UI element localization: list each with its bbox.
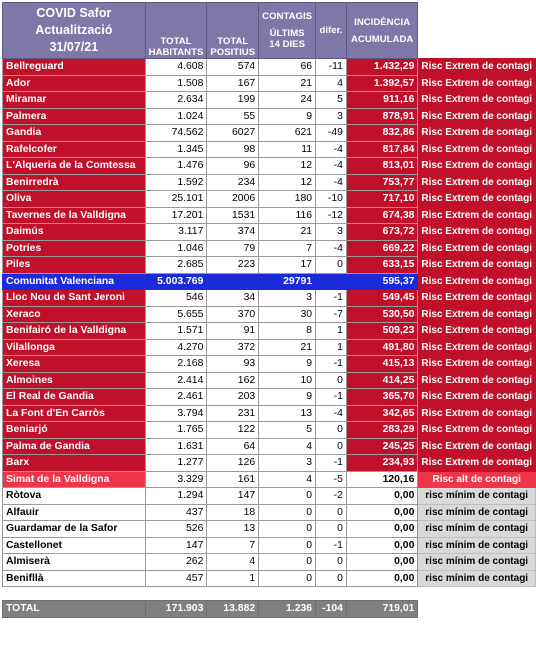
municipality-name: Oliva xyxy=(3,191,146,208)
difer-cell: 0 xyxy=(316,554,347,571)
incidencia-cell: 878,91 xyxy=(346,108,417,125)
municipality-name: Ròtova xyxy=(3,488,146,505)
incidencia-cell: 669,22 xyxy=(346,240,417,257)
habitants-cell: 262 xyxy=(145,554,207,571)
incidence-table xyxy=(2,2,536,618)
difer-cell: -4 xyxy=(316,405,347,422)
municipality-name: Simat de la Valldigna xyxy=(3,471,146,488)
municipality-name: Palma de Gandia xyxy=(3,438,146,455)
risk-badge: risc mínim de contagi xyxy=(418,488,536,505)
table-row xyxy=(3,306,536,323)
positius-cell: 374 xyxy=(207,224,259,241)
risk-badge: Risc Extrem de contagi xyxy=(418,306,536,323)
difer-cell: -2 xyxy=(316,488,347,505)
contagis-cell: 7 xyxy=(259,240,316,257)
header-habitants-line1: TOTAL xyxy=(160,36,192,47)
positius-cell: 4 xyxy=(207,554,259,571)
incidencia-cell: 283,29 xyxy=(346,422,417,439)
difer-cell: 4 xyxy=(316,75,347,92)
contagis-cell: 12 xyxy=(259,158,316,175)
contagis-cell: 9 xyxy=(259,389,316,406)
municipality-name: Comunitat Valenciana xyxy=(3,273,146,290)
municipality-name: Castellonet xyxy=(3,537,146,554)
municipality-name: Tavernes de la Valldigna xyxy=(3,207,146,224)
incidencia-cell: 234,93 xyxy=(346,455,417,472)
total-label: TOTAL xyxy=(3,601,146,618)
positius-cell: 574 xyxy=(207,59,259,76)
habitants-cell: 1.631 xyxy=(145,438,207,455)
contagis-cell: 29791 xyxy=(259,273,316,290)
habitants-cell: 1.024 xyxy=(145,108,207,125)
municipality-name: Miramar xyxy=(3,92,146,109)
difer-cell: -1 xyxy=(316,290,347,307)
title-line-2: Actualització xyxy=(35,23,113,37)
municipality-name: Alfauir xyxy=(3,504,146,521)
incidencia-cell: 717,10 xyxy=(346,191,417,208)
difer-cell: -1 xyxy=(316,389,347,406)
table-row xyxy=(3,455,536,472)
positius-cell: 7 xyxy=(207,537,259,554)
header-habitants xyxy=(145,3,207,59)
risk-badge: Risc Extrem de contagi xyxy=(418,125,536,142)
table-row xyxy=(3,108,536,125)
spacer-row xyxy=(3,587,536,601)
difer-cell: -10 xyxy=(316,191,347,208)
positius-cell: 234 xyxy=(207,174,259,191)
table-row xyxy=(3,537,536,554)
risk-badge: risc mínim de contagi xyxy=(418,554,536,571)
risk-badge: Risc Extrem de contagi xyxy=(418,257,536,274)
difer-cell: -11 xyxy=(316,59,347,76)
table-row xyxy=(3,488,536,505)
contagis-cell: 9 xyxy=(259,356,316,373)
positius-cell: 34 xyxy=(207,290,259,307)
incidencia-cell: 120,16 xyxy=(346,471,417,488)
table-row xyxy=(3,504,536,521)
contagis-cell: 30 xyxy=(259,306,316,323)
table-row xyxy=(3,273,536,290)
municipality-name: Beniarjó xyxy=(3,422,146,439)
spacer-cell xyxy=(259,587,316,601)
municipality-name: Benifairó de la Valldigna xyxy=(3,323,146,340)
table-row xyxy=(3,554,536,571)
habitants-cell: 2.685 xyxy=(145,257,207,274)
table-row xyxy=(3,158,536,175)
municipality-name: Almoines xyxy=(3,372,146,389)
difer-cell: -1 xyxy=(316,455,347,472)
contagis-cell: 3 xyxy=(259,290,316,307)
municipality-name: Bellreguard xyxy=(3,59,146,76)
header-positius xyxy=(207,3,259,59)
municipality-name: Gandia xyxy=(3,125,146,142)
habitants-cell: 546 xyxy=(145,290,207,307)
contagis-cell: 13 xyxy=(259,405,316,422)
habitants-cell: 1.345 xyxy=(145,141,207,158)
table-row xyxy=(3,75,536,92)
municipality-name: El Real de Gandia xyxy=(3,389,146,406)
positius-cell: 18 xyxy=(207,504,259,521)
report-title xyxy=(3,3,146,59)
difer-cell: -5 xyxy=(316,471,347,488)
contagis-cell: 11 xyxy=(259,141,316,158)
positius-cell: 231 xyxy=(207,405,259,422)
spacer-cell xyxy=(418,587,536,601)
contagis-cell: 4 xyxy=(259,438,316,455)
habitants-cell: 1.571 xyxy=(145,323,207,340)
difer-cell: -4 xyxy=(316,158,347,175)
risk-badge: Risc alt de contagi xyxy=(418,471,536,488)
header-blank xyxy=(418,3,536,59)
incidencia-cell: 509,23 xyxy=(346,323,417,340)
positius-cell: 1 xyxy=(207,570,259,587)
difer-cell: 0 xyxy=(316,422,347,439)
positius-cell: 372 xyxy=(207,339,259,356)
difer-cell: 0 xyxy=(316,504,347,521)
spacer-cell xyxy=(3,587,146,601)
risk-badge: Risc Extrem de contagi xyxy=(418,158,536,175)
positius-cell: 199 xyxy=(207,92,259,109)
table-row xyxy=(3,207,536,224)
contagis-cell: 5 xyxy=(259,422,316,439)
table-row xyxy=(3,570,536,587)
difer-cell: 5 xyxy=(316,92,347,109)
risk-badge: risc mínim de contagi xyxy=(418,537,536,554)
risk-badge: Risc Extrem de contagi xyxy=(418,290,536,307)
habitants-cell: 437 xyxy=(145,504,207,521)
incidencia-cell: 674,38 xyxy=(346,207,417,224)
total-incidencia: 719,01 xyxy=(346,601,417,618)
municipality-name: Lloc Nou de Sant Jeroni xyxy=(3,290,146,307)
habitants-cell: 147 xyxy=(145,537,207,554)
incidencia-cell: 245,25 xyxy=(346,438,417,455)
contagis-cell: 0 xyxy=(259,521,316,538)
positius-cell: 13 xyxy=(207,521,259,538)
table-row xyxy=(3,438,536,455)
risk-badge: Risc Extrem de contagi xyxy=(418,405,536,422)
habitants-cell: 2.168 xyxy=(145,356,207,373)
habitants-cell: 2.634 xyxy=(145,92,207,109)
difer-cell: 3 xyxy=(316,224,347,241)
incidencia-cell: 595,37 xyxy=(346,273,417,290)
difer-cell: -1 xyxy=(316,356,347,373)
difer-cell: 0 xyxy=(316,257,347,274)
municipality-name: Guardamar de la Safor xyxy=(3,521,146,538)
header-positius-line2: POSITIUS xyxy=(210,47,256,58)
incidencia-cell: 549,45 xyxy=(346,290,417,307)
difer-cell: 0 xyxy=(316,570,347,587)
incidencia-cell: 414,25 xyxy=(346,372,417,389)
municipality-name: Palmera xyxy=(3,108,146,125)
incidencia-cell: 817,84 xyxy=(346,141,417,158)
municipality-name: Barx xyxy=(3,455,146,472)
municipality-name: Xeresa xyxy=(3,356,146,373)
positius-cell: 96 xyxy=(207,158,259,175)
risk-badge: Risc Extrem de contagi xyxy=(418,59,536,76)
incidencia-cell: 1.392,57 xyxy=(346,75,417,92)
header-incidencia-line1: INCIDÈNCIA xyxy=(354,16,411,28)
incidencia-cell: 365,70 xyxy=(346,389,417,406)
habitants-cell: 4.608 xyxy=(145,59,207,76)
contagis-cell: 116 xyxy=(259,207,316,224)
incidencia-cell: 415,13 xyxy=(346,356,417,373)
positius-cell: 126 xyxy=(207,455,259,472)
header-incidencia-line2: ACUMULADA xyxy=(350,33,414,45)
contagis-cell: 10 xyxy=(259,372,316,389)
table-row xyxy=(3,422,536,439)
header-contagis-line3: 14 DIES xyxy=(269,39,305,50)
positius-cell: 167 xyxy=(207,75,259,92)
contagis-cell: 66 xyxy=(259,59,316,76)
habitants-cell: 3.117 xyxy=(145,224,207,241)
positius-cell: 79 xyxy=(207,240,259,257)
table-row xyxy=(3,471,536,488)
difer-cell: -7 xyxy=(316,306,347,323)
header-difer: difer. xyxy=(316,3,347,59)
positius-cell: 162 xyxy=(207,372,259,389)
habitants-cell: 5.655 xyxy=(145,306,207,323)
positius-cell: 203 xyxy=(207,389,259,406)
incidencia-cell: 673,72 xyxy=(346,224,417,241)
incidencia-cell: 0,00 xyxy=(346,537,417,554)
positius-cell: 91 xyxy=(207,323,259,340)
incidencia-cell: 911,16 xyxy=(346,92,417,109)
habitants-cell: 74.562 xyxy=(145,125,207,142)
table-row xyxy=(3,290,536,307)
municipality-name: Rafelcofer xyxy=(3,141,146,158)
header-positius-line1: TOTAL xyxy=(217,36,249,47)
risk-badge: Risc Extrem de contagi xyxy=(418,191,536,208)
municipality-name: Benirredrà xyxy=(3,174,146,191)
total-positius: 13.882 xyxy=(207,601,259,618)
risk-badge: Risc Extrem de contagi xyxy=(418,438,536,455)
habitants-cell: 2.461 xyxy=(145,389,207,406)
positius-cell: 6027 xyxy=(207,125,259,142)
habitants-cell: 1.277 xyxy=(145,455,207,472)
contagis-cell: 21 xyxy=(259,224,316,241)
risk-badge: Risc Extrem de contagi xyxy=(418,75,536,92)
risk-badge: Risc Extrem de contagi xyxy=(418,389,536,406)
habitants-cell: 526 xyxy=(145,521,207,538)
municipality-name: Almiserà xyxy=(3,554,146,571)
table-row xyxy=(3,240,536,257)
risk-badge: Risc Extrem de contagi xyxy=(418,92,536,109)
habitants-cell: 1.294 xyxy=(145,488,207,505)
positius-cell: 98 xyxy=(207,141,259,158)
risk-badge: Risc Extrem de contagi xyxy=(418,141,536,158)
risk-badge: Risc Extrem de contagi xyxy=(418,323,536,340)
contagis-cell: 0 xyxy=(259,570,316,587)
table-row xyxy=(3,521,536,538)
incidencia-cell: 0,00 xyxy=(346,504,417,521)
contagis-cell: 21 xyxy=(259,339,316,356)
contagis-cell: 621 xyxy=(259,125,316,142)
total-habitants: 171.903 xyxy=(145,601,207,618)
incidencia-cell: 832,86 xyxy=(346,125,417,142)
incidencia-cell: 0,00 xyxy=(346,488,417,505)
incidencia-cell: 342,65 xyxy=(346,405,417,422)
contagis-cell: 4 xyxy=(259,471,316,488)
table-row xyxy=(3,191,536,208)
total-row xyxy=(3,601,536,618)
municipality-name: Potries xyxy=(3,240,146,257)
risk-badge: Risc Extrem de contagi xyxy=(418,273,536,290)
habitants-cell: 1.508 xyxy=(145,75,207,92)
positius-cell: 122 xyxy=(207,422,259,439)
contagis-cell: 24 xyxy=(259,92,316,109)
municipality-name: Benifllà xyxy=(3,570,146,587)
difer-cell xyxy=(316,273,347,290)
difer-cell: -1 xyxy=(316,537,347,554)
risk-badge: Risc Extrem de contagi xyxy=(418,207,536,224)
risk-badge: Risc Extrem de contagi xyxy=(418,422,536,439)
risk-badge: Risc Extrem de contagi xyxy=(418,174,536,191)
header-habitants-line2: HABITANTS xyxy=(148,47,204,58)
spacer-cell xyxy=(145,587,207,601)
municipality-name: Ador xyxy=(3,75,146,92)
municipality-name: La Font d'En Carròs xyxy=(3,405,146,422)
title-line-3: 31/07/21 xyxy=(49,40,99,54)
risk-badge: risc mínim de contagi xyxy=(418,521,536,538)
municipality-name: Daimús xyxy=(3,224,146,241)
incidencia-cell: 530,50 xyxy=(346,306,417,323)
contagis-cell: 0 xyxy=(259,504,316,521)
table-row xyxy=(3,125,536,142)
risk-badge: risc mínim de contagi xyxy=(418,570,536,587)
incidencia-cell: 633,15 xyxy=(346,257,417,274)
contagis-cell: 12 xyxy=(259,174,316,191)
habitants-cell: 17.201 xyxy=(145,207,207,224)
table-row xyxy=(3,405,536,422)
municipality-name: Piles xyxy=(3,257,146,274)
table-row xyxy=(3,356,536,373)
spacer-cell xyxy=(346,587,417,601)
table-row xyxy=(3,323,536,340)
risk-badge: Risc Extrem de contagi xyxy=(418,372,536,389)
habitants-cell: 3.794 xyxy=(145,405,207,422)
difer-cell: 1 xyxy=(316,339,347,356)
contagis-cell: 21 xyxy=(259,75,316,92)
incidencia-cell: 0,00 xyxy=(346,554,417,571)
positius-cell xyxy=(207,273,259,290)
risk-badge: Risc Extrem de contagi xyxy=(418,240,536,257)
positius-cell: 55 xyxy=(207,108,259,125)
habitants-cell: 4.270 xyxy=(145,339,207,356)
risk-badge: Risc Extrem de contagi xyxy=(418,455,536,472)
header-contagis xyxy=(259,3,316,59)
positius-cell: 223 xyxy=(207,257,259,274)
habitants-cell: 1.592 xyxy=(145,174,207,191)
incidencia-cell: 491,80 xyxy=(346,339,417,356)
header-incidencia xyxy=(346,3,417,59)
risk-badge: Risc Extrem de contagi xyxy=(418,356,536,373)
risk-badge: Risc Extrem de contagi xyxy=(418,108,536,125)
contagis-cell: 17 xyxy=(259,257,316,274)
habitants-cell: 5.003.769 xyxy=(145,273,207,290)
total-difer: -104 xyxy=(316,601,347,618)
difer-cell: -4 xyxy=(316,240,347,257)
table-row xyxy=(3,92,536,109)
habitants-cell: 457 xyxy=(145,570,207,587)
municipality-name: L'Alqueria de la Comtessa xyxy=(3,158,146,175)
positius-cell: 147 xyxy=(207,488,259,505)
difer-cell: 0 xyxy=(316,521,347,538)
positius-cell: 93 xyxy=(207,356,259,373)
risk-badge: risc mínim de contagi xyxy=(418,504,536,521)
contagis-cell: 0 xyxy=(259,537,316,554)
table-row xyxy=(3,224,536,241)
contagis-cell: 3 xyxy=(259,455,316,472)
incidencia-cell: 0,00 xyxy=(346,521,417,538)
difer-cell: -4 xyxy=(316,141,347,158)
positius-cell: 2006 xyxy=(207,191,259,208)
positius-cell: 161 xyxy=(207,471,259,488)
contagis-cell: 8 xyxy=(259,323,316,340)
municipality-name: Vilallonga xyxy=(3,339,146,356)
incidencia-cell: 813,01 xyxy=(346,158,417,175)
habitants-cell: 2.414 xyxy=(145,372,207,389)
risk-badge: Risc Extrem de contagi xyxy=(418,339,536,356)
habitants-cell: 1.476 xyxy=(145,158,207,175)
positius-cell: 370 xyxy=(207,306,259,323)
difer-cell: 3 xyxy=(316,108,347,125)
header-row xyxy=(3,3,536,59)
table-row xyxy=(3,372,536,389)
incidencia-cell: 1.432,29 xyxy=(346,59,417,76)
table-row xyxy=(3,257,536,274)
title-line-1: COVID Safor xyxy=(36,6,112,20)
contagis-cell: 0 xyxy=(259,488,316,505)
difer-cell: -49 xyxy=(316,125,347,142)
habitants-cell: 1.046 xyxy=(145,240,207,257)
contagis-cell: 180 xyxy=(259,191,316,208)
total-blank xyxy=(418,601,536,618)
table-row xyxy=(3,141,536,158)
difer-cell: 1 xyxy=(316,323,347,340)
spacer-cell xyxy=(316,587,347,601)
habitants-cell: 3.329 xyxy=(145,471,207,488)
positius-cell: 1531 xyxy=(207,207,259,224)
header-contagis-line1: CONTAGIS xyxy=(262,11,313,22)
habitants-cell: 25.101 xyxy=(145,191,207,208)
difer-cell: -4 xyxy=(316,174,347,191)
difer-cell: -12 xyxy=(316,207,347,224)
incidencia-cell: 0,00 xyxy=(346,570,417,587)
incidencia-cell: 753,77 xyxy=(346,174,417,191)
contagis-cell: 0 xyxy=(259,554,316,571)
risk-badge: Risc Extrem de contagi xyxy=(418,224,536,241)
difer-cell: 0 xyxy=(316,438,347,455)
table-row xyxy=(3,389,536,406)
table-row xyxy=(3,59,536,76)
table-row xyxy=(3,174,536,191)
total-contagis: 1.236 xyxy=(259,601,316,618)
municipality-name: Xeraco xyxy=(3,306,146,323)
difer-cell: 0 xyxy=(316,372,347,389)
positius-cell: 64 xyxy=(207,438,259,455)
table-row xyxy=(3,339,536,356)
habitants-cell: 1.765 xyxy=(145,422,207,439)
header-contagis-line2: ÚLTIMS xyxy=(269,28,305,39)
contagis-cell: 9 xyxy=(259,108,316,125)
spacer-cell xyxy=(207,587,259,601)
